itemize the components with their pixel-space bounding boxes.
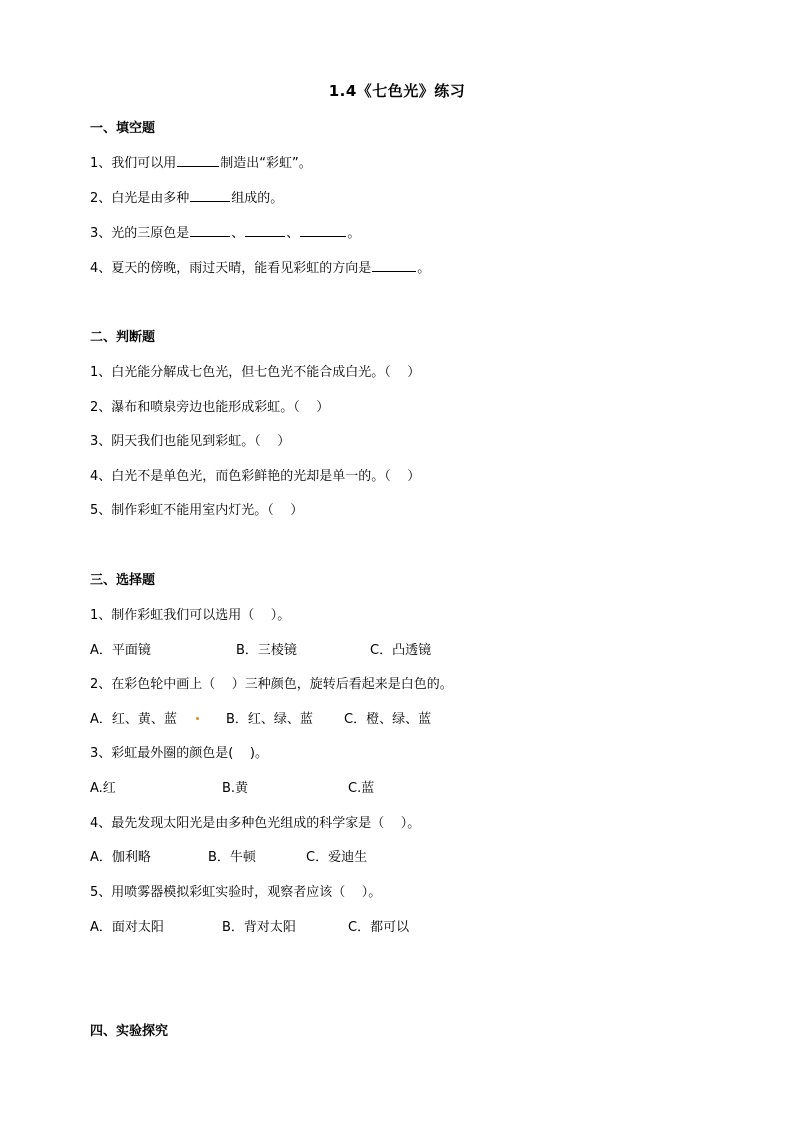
option-c[interactable]: C．都可以 bbox=[348, 920, 410, 935]
judge-question-2: 2、瀑布和喷泉旁边也能形成彩虹。（ ） bbox=[90, 400, 330, 415]
judge-question-4: 4、白光不是单色光，而色彩鲜艳的光却是单一的。（ ） bbox=[90, 469, 421, 484]
fill-question-4: 4、夏天的傍晚，雨过天晴，能看见彩虹的方向是 。 bbox=[90, 261, 431, 276]
choice-question-1: 1、制作彩虹我们可以选用（ ）。 bbox=[90, 608, 291, 623]
option-b[interactable]: B．红、绿、蓝 bbox=[226, 712, 313, 727]
option-a[interactable]: A.红 bbox=[90, 781, 116, 796]
answer-blank[interactable] bbox=[190, 224, 230, 237]
answer-blank[interactable] bbox=[245, 224, 285, 237]
answer-blank[interactable] bbox=[177, 154, 219, 167]
judge-question-5: 5、制作彩虹不能用室内灯光。（ ） bbox=[90, 503, 304, 518]
fill-question-1: 1、我们可以用 制造出“彩虹”。 bbox=[90, 156, 312, 171]
option-b[interactable]: B．牛顿 bbox=[208, 850, 256, 865]
answer-blank[interactable] bbox=[372, 259, 416, 272]
choice-question-2: 2、在彩色轮中画上（ ）三种颜色，旋转后看起来是白色的。 bbox=[90, 677, 453, 692]
option-a[interactable]: A．面对太阳 bbox=[90, 920, 164, 935]
option-c[interactable]: C．爱迪生 bbox=[306, 850, 368, 865]
judge-question-3: 3、阴天我们也能见到彩虹。（ ） bbox=[90, 434, 291, 449]
fill-question-3: 3、光的三原色是 、 、 。 bbox=[90, 226, 361, 241]
option-b[interactable]: B.黄 bbox=[222, 781, 249, 796]
section-true-false-heading: 二、判断题 bbox=[90, 330, 156, 345]
choice-question-3: 3、彩虹最外圈的颜色是( )。 bbox=[90, 746, 268, 761]
judge-question-1: 1、白光能分解成七色光，但七色光不能合成白光。（ ） bbox=[90, 365, 421, 380]
option-a[interactable]: A．伽利略 bbox=[90, 850, 151, 865]
option-b[interactable]: B．三棱镜 bbox=[236, 643, 297, 658]
answer-blank[interactable] bbox=[190, 189, 230, 202]
stray-mark bbox=[196, 717, 199, 720]
fill-question-2: 2、白光是由多种 组成的。 bbox=[90, 191, 284, 206]
option-c[interactable]: C.蓝 bbox=[348, 781, 375, 796]
answer-blank[interactable] bbox=[300, 224, 346, 237]
page-title: 1.4《七色光》练习 bbox=[328, 82, 466, 100]
option-a[interactable]: A．红、黄、蓝 bbox=[90, 712, 177, 727]
option-c[interactable]: C．橙、绿、蓝 bbox=[344, 712, 432, 727]
section-fill-in-heading: 一、填空题 bbox=[90, 121, 156, 136]
choice-question-4: 4、最先发现太阳光是由多种色光组成的科学家是（ ）。 bbox=[90, 816, 421, 831]
choice-question-5: 5、用喷雾器模拟彩虹实验时，观察者应该（ ）。 bbox=[90, 885, 382, 900]
option-a[interactable]: A．平面镜 bbox=[90, 643, 151, 658]
section-multiple-choice-heading: 三、选择题 bbox=[90, 573, 156, 588]
option-b[interactable]: B．背对太阳 bbox=[222, 920, 296, 935]
section-experiment-heading: 四、实验探究 bbox=[90, 1024, 169, 1039]
option-c[interactable]: C．凸透镜 bbox=[370, 643, 432, 658]
